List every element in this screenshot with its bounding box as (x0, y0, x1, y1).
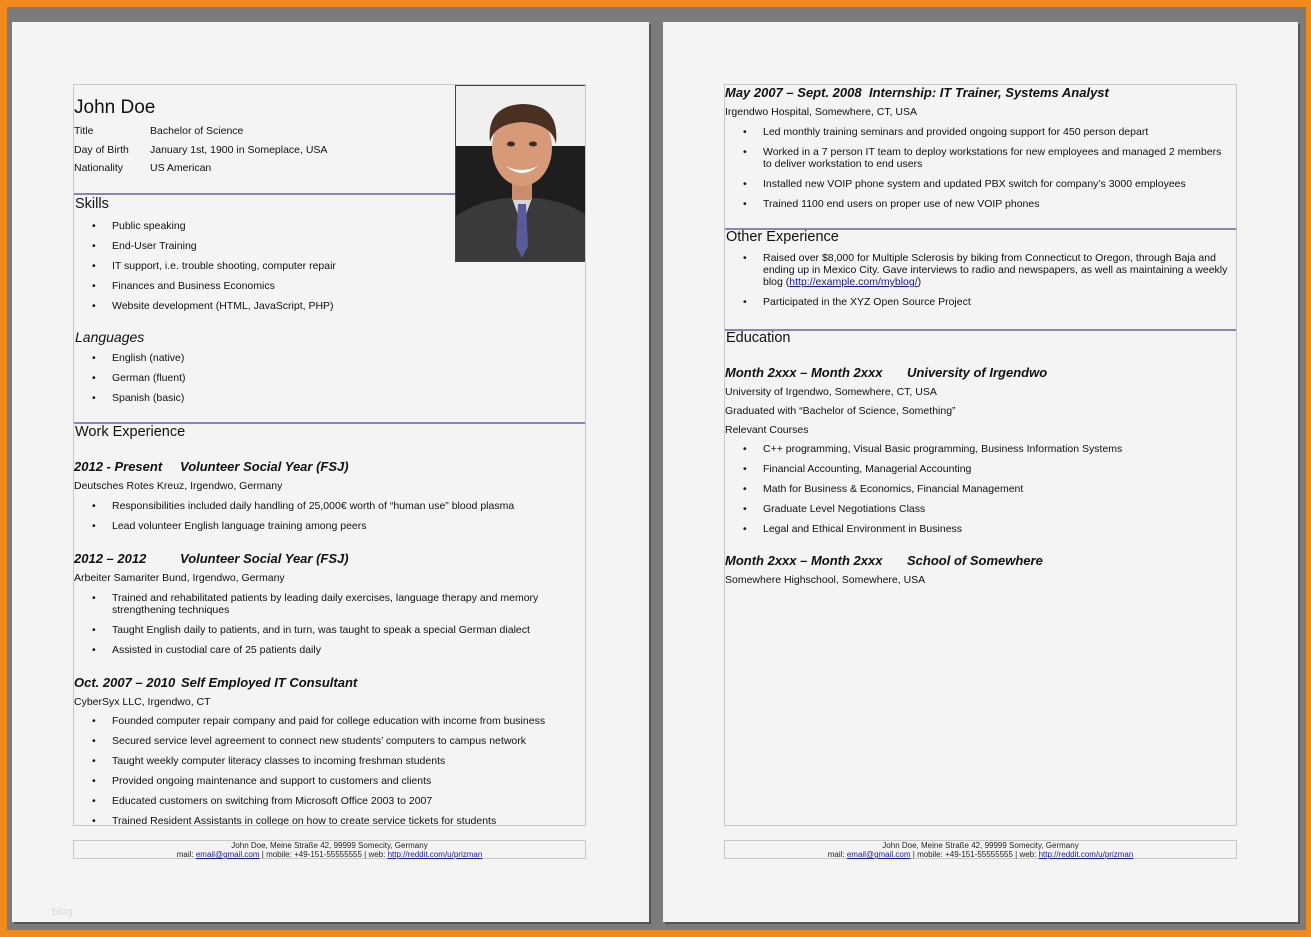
list-item: • Trained Resident Assistants in college on how to create service tickets for students (74, 815, 585, 826)
list-item: • Public speaking (74, 220, 585, 232)
list-item: • Trained 1100 end users on proper use of new VOIP phones (725, 198, 1236, 210)
job-title: Volunteer Social Year (FSJ) (180, 459, 349, 474)
list-item: • Taught English daily to patients, and in turn, was taught to speak a special German dialect (74, 624, 585, 636)
languages-heading: Languages (75, 329, 145, 345)
edu-school: University of Irgendwo (907, 365, 1048, 380)
list-item: • Lead volunteer English language training among peers (74, 520, 585, 532)
personal-value: US American (150, 162, 212, 174)
resume-page-1 (12, 22, 649, 922)
job-title: Volunteer Social Year (FSJ) (180, 551, 349, 566)
personal-value: Bachelor of Science (150, 125, 244, 137)
list-item: • End-User Training (74, 240, 585, 252)
work-heading: Work Experience (75, 424, 186, 440)
footer-mail-label: mail: (827, 850, 845, 859)
footer-email-link[interactable]: email@gmail.com (195, 850, 260, 859)
page-footer (73, 840, 586, 859)
list-item: • Led monthly training seminars and provided ongoing support for 450 person depart (725, 126, 1236, 138)
other-experience-heading: Other Experience (726, 229, 839, 245)
job-org: Deutsches Rotes Kreuz, Irgendwo, Germany (74, 480, 283, 492)
list-item: • German (fluent) (74, 372, 585, 384)
list-item: • Legal and Ethical Environment in Business (725, 523, 1236, 535)
footer-email-link[interactable]: email@gmail.com (846, 850, 911, 859)
list-item: • Worked in a 7 person IT team to deploy workstations for new employees and managed 2 members to deliver workstation to end users (725, 146, 1236, 170)
edu-line: Somewhere Highschool, Somewhere, USA (725, 574, 926, 586)
job-title: Self Employed IT Consultant (181, 675, 358, 690)
list-item: • English (native) (74, 352, 585, 364)
footer-contact (725, 850, 1236, 859)
list-item: • Participated in the XYZ Open Source Project (725, 296, 1236, 308)
job-period: Oct. 2007 – 2010 (74, 675, 176, 690)
edu-school: School of Somewhere (907, 553, 1043, 568)
personal-row-nationality (74, 162, 211, 174)
list-item: • Taught weekly computer literacy classes to incoming freshman students (74, 755, 585, 767)
list-item: • Secured service level agreement to connect new students’ computers to campus network (74, 735, 585, 747)
other-bullet-end: ) (917, 276, 922, 288)
list-item: • Founded computer repair company and paid for college education with income from business (74, 715, 585, 727)
list-item: • Installed new VOIP phone system and updated PBX switch for company’s 3000 employees (725, 178, 1236, 190)
list-item: • Finances and Business Economics (74, 280, 585, 292)
list-item (725, 252, 1236, 288)
job-bullets (74, 715, 585, 826)
languages-list (74, 352, 585, 404)
watermark: blog (52, 906, 73, 918)
job-bullets (74, 500, 585, 532)
job-org: Irgendwo Hospital, Somewhere, CT, USA (725, 106, 917, 118)
job-bullets (74, 592, 585, 656)
job-period: 2012 - Present (74, 459, 163, 474)
list-item: • Educated customers on switching from Microsoft Office 2003 to 2007 (74, 795, 585, 807)
section-rule (74, 193, 455, 195)
edu-bullets (725, 443, 1236, 535)
other-bullet-text: Raised over $8,000 for Multiple Sclerosis by biking from Connecticut to Oregon, through Baja and ending up in Mexico City. Gave interviews to radio and newspapers, as well as maintaining a weekly blog ( (763, 252, 1228, 288)
skills-list (74, 220, 585, 312)
job-period: May 2007 – Sept. 2008 (725, 85, 862, 100)
footer-address: John Doe, Meine Straße 42, 99999 Somecity, Germany (882, 841, 1079, 850)
footer-address: John Doe, Meine Straße 42, 99999 Somecity, Germany (231, 841, 428, 850)
list-item: • Financial Accounting, Managerial Accounting (725, 463, 1236, 475)
job-heading (74, 675, 357, 690)
personal-key: Title (74, 125, 94, 137)
list-item: • IT support, i.e. trouble shooting, computer repair (74, 260, 585, 272)
job-heading (725, 85, 1109, 100)
job-title: Internship: IT Trainer, Systems Analyst (869, 85, 1109, 100)
page-footer (724, 840, 1237, 859)
resume-page-2 (663, 22, 1298, 922)
job-bullets (725, 126, 1236, 210)
personal-key: Day of Birth (74, 144, 129, 156)
job-period: 2012 – 2012 (74, 551, 147, 566)
list-item: • C++ programming, Visual Basic programming, Business Information Systems (725, 443, 1236, 455)
edu-line: Graduated with “Bachelor of Science, Something” (725, 405, 956, 417)
edu-line: Relevant Courses (725, 424, 809, 436)
job-heading (74, 459, 349, 474)
footer-web-link[interactable]: http://reddit.com/u/prizman (1038, 850, 1134, 859)
footer-mail-label: mail: (176, 850, 194, 859)
skills-heading: Skills (75, 196, 109, 212)
footer-web-link[interactable]: http://reddit.com/u/prizman (387, 850, 483, 859)
list-item: • Website development (HTML, JavaScript, PHP) (74, 300, 585, 312)
personal-row-title (74, 125, 243, 137)
page2-content (724, 84, 1237, 826)
list-item: • Graduate Level Negotiations Class (725, 503, 1236, 515)
education-heading: Education (726, 330, 791, 346)
job-org: CyberSyx LLC, Irgendwo, CT (74, 696, 211, 708)
personal-row-birth (74, 144, 327, 156)
edu-period: Month 2xxx – Month 2xxx (725, 553, 883, 568)
list-item: • Math for Business & Economics, Financial Management (725, 483, 1236, 495)
list-item: • Trained and rehabilitated patients by leading daily exercises, language therapy and memory strengthening techniques (74, 592, 585, 616)
edu-line: University of Irgendwo, Somewhere, CT, USA (725, 386, 937, 398)
page1-content (73, 84, 586, 826)
edu-heading (725, 365, 1047, 380)
blog-link[interactable]: http://example.com/myblog/ (789, 276, 918, 288)
other-bullets (725, 252, 1236, 308)
job-heading (74, 551, 349, 566)
candidate-name: John Doe (74, 97, 156, 118)
edu-heading (725, 553, 1043, 568)
list-item: • Assisted in custodial care of 25 patients daily (74, 644, 585, 656)
personal-value: January 1st, 1900 in Someplace, USA (150, 144, 328, 156)
footer-contact (74, 850, 585, 859)
list-item: • Spanish (basic) (74, 392, 585, 404)
personal-key: Nationality (74, 162, 124, 174)
footer-mobile: | mobile: +49-151-55555555 | web: (261, 850, 386, 859)
edu-period: Month 2xxx – Month 2xxx (725, 365, 883, 380)
footer-mobile: | mobile: +49-151-55555555 | web: (912, 850, 1037, 859)
list-item: • Responsibilities included daily handling of 25,000€ worth of “human use” blood plasma (74, 500, 585, 512)
job-org: Arbeiter Samariter Bund, Irgendwo, Germany (74, 572, 285, 584)
section-rule (725, 329, 1237, 331)
list-item: • Provided ongoing maintenance and support to customers and clients (74, 775, 585, 787)
